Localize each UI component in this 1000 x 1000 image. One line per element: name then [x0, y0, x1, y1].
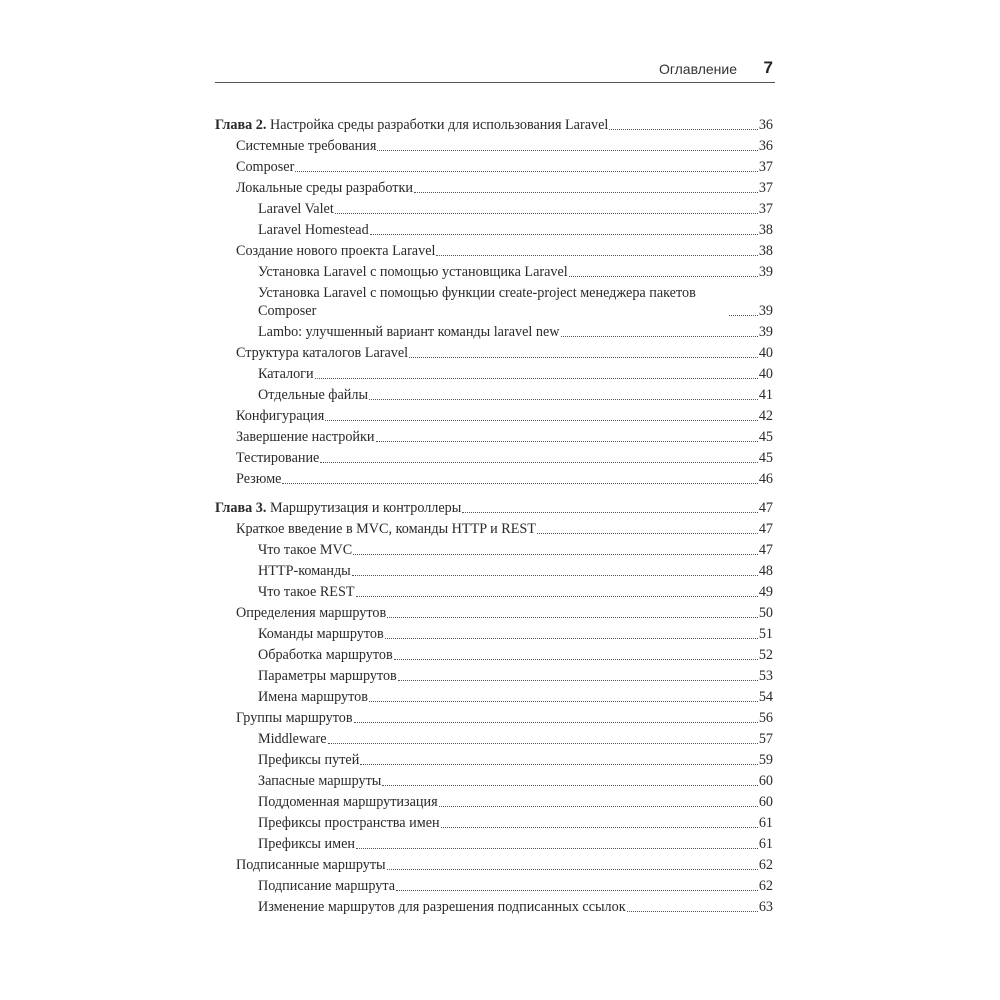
entry-page-number: 40 — [758, 345, 773, 361]
dot-leader — [335, 213, 758, 214]
entry-page-number: 42 — [758, 408, 773, 424]
dot-leader — [370, 234, 758, 235]
toc-entry[interactable] — [215, 751, 773, 769]
entry-title — [258, 646, 393, 664]
entry-title-text: Laravel Valet — [258, 201, 334, 217]
dot-leader — [387, 617, 758, 618]
entry-title-text: Запасные маршруты — [258, 773, 382, 789]
toc-entry[interactable] — [215, 562, 773, 580]
entry-page-number: 48 — [758, 563, 773, 579]
entry-title — [258, 814, 440, 832]
dot-leader — [462, 512, 758, 513]
dot-leader — [369, 399, 758, 400]
entry-title — [236, 470, 281, 488]
entry-title — [258, 323, 560, 341]
entry-page-number: 36 — [758, 138, 773, 154]
entry-page-number: 38 — [758, 243, 773, 259]
entry-title-text: Имена маршрутов — [258, 689, 368, 705]
entry-page-number: 53 — [758, 668, 773, 684]
entry-title — [258, 541, 352, 559]
entry-title-text: Middleware — [258, 731, 327, 747]
toc-entry[interactable] — [215, 200, 773, 218]
entry-page-number: 45 — [758, 429, 773, 445]
toc-entry[interactable] — [215, 793, 773, 811]
toc-entry[interactable] — [215, 323, 773, 341]
dot-leader — [396, 890, 758, 891]
dot-leader — [439, 806, 758, 807]
dot-leader — [627, 911, 758, 912]
toc-entry[interactable] — [215, 667, 773, 685]
entry-title-text: Краткое введение в MVC, команды HTTP и REST — [236, 521, 536, 537]
entry-page-number: 63 — [758, 899, 773, 915]
toc-entry[interactable] — [215, 541, 773, 559]
entry-title-text: HTTP-команды — [258, 563, 351, 579]
toc-entry[interactable] — [215, 625, 773, 643]
entry-page-number: 50 — [758, 605, 773, 621]
toc-entry[interactable] — [215, 386, 773, 404]
dot-leader — [354, 722, 758, 723]
dot-leader — [382, 785, 758, 786]
entry-title-text: Подписанные маршруты — [236, 857, 386, 873]
toc-entry[interactable] — [215, 814, 773, 832]
dot-leader — [320, 462, 757, 463]
entry-title — [258, 877, 395, 895]
toc-entry[interactable] — [215, 407, 773, 425]
dot-leader — [356, 596, 758, 597]
toc-entry[interactable] — [215, 583, 773, 601]
page-number: 7 — [763, 58, 773, 77]
entry-title-text: Изменение маршрутов для разрешения подписанных ссылок — [258, 899, 626, 915]
entry-title-text: Параметры маршрутов — [258, 668, 397, 684]
entry-title — [236, 709, 353, 727]
entry-title — [258, 263, 568, 281]
dot-leader — [353, 554, 758, 555]
entry-title — [236, 520, 536, 538]
entry-title-text: Структура каталогов Laravel — [236, 345, 409, 361]
entry-page-number: 61 — [758, 836, 773, 852]
entry-title-text: Маршрутизация и контроллеры — [266, 500, 462, 516]
dot-leader — [414, 192, 758, 193]
entry-page-number: 49 — [758, 584, 773, 600]
toc-entry[interactable] — [215, 137, 773, 155]
dot-leader — [328, 743, 758, 744]
section-title: Оглавление — [658, 61, 737, 77]
toc-entry[interactable] — [215, 263, 773, 281]
entry-page-number: 54 — [758, 689, 773, 705]
chapter-label: Глава 3. — [215, 500, 267, 516]
dot-leader — [360, 764, 758, 765]
entry-title — [236, 604, 386, 622]
entry-page-number: 52 — [758, 647, 773, 663]
dot-leader — [282, 483, 757, 484]
entry-title-text: Что такое REST — [258, 584, 355, 600]
toc-entry[interactable] — [215, 284, 773, 320]
entry-title-text: Lambo: улучшенный вариант команды laravel new — [258, 324, 560, 340]
dot-leader — [352, 575, 758, 576]
toc-entry[interactable] — [215, 898, 773, 916]
entry-title — [236, 856, 386, 874]
entry-title-text: Что такое MVC — [258, 542, 353, 558]
entry-title-text: Composer — [236, 159, 295, 175]
dot-leader — [369, 701, 758, 702]
toc-entry[interactable] — [215, 470, 773, 488]
entry-title-text: Префиксы имен — [258, 836, 355, 852]
entry-title-text: Локальные среды разработки — [236, 180, 413, 196]
entry-page-number: 57 — [758, 731, 773, 747]
toc-entry[interactable] — [215, 604, 773, 622]
toc-entry[interactable] — [215, 365, 773, 383]
toc-entry[interactable] — [215, 344, 773, 362]
entry-title-text: Установка Laravel с помощью установщика Laravel — [258, 264, 568, 280]
entry-title-text: Создание нового проекта Laravel — [236, 243, 436, 259]
chapter-label: Глава 2. — [215, 117, 267, 133]
toc-entry[interactable] — [215, 730, 773, 748]
dot-leader — [295, 171, 757, 172]
entry-title — [236, 137, 376, 155]
entry-title — [258, 667, 397, 685]
entry-title — [258, 221, 369, 239]
entry-title-text: Группы маршрутов — [236, 710, 353, 726]
entry-title — [258, 562, 351, 580]
entry-page-number: 61 — [758, 815, 773, 831]
entry-title-text: Префиксы путей — [258, 752, 360, 768]
dot-leader — [356, 848, 758, 849]
entry-title-text: Резюме — [236, 471, 282, 487]
entry-title — [258, 793, 438, 811]
dot-leader — [376, 441, 758, 442]
dot-leader — [387, 869, 758, 870]
entry-title-text: Конфигурация — [236, 408, 325, 424]
entry-title — [258, 625, 384, 643]
dot-leader — [315, 378, 758, 379]
dot-leader — [325, 420, 758, 421]
entry-page-number: 46 — [758, 471, 773, 487]
entry-title-text: Установка Laravel с помощью функции create-project менеджера пакетов Composer — [258, 285, 696, 319]
entry-title-text: Завершение настройки — [236, 429, 375, 445]
entry-title-text: Системные требования — [236, 138, 377, 154]
dot-leader — [561, 336, 758, 337]
entry-page-number: 41 — [758, 387, 773, 403]
entry-title — [258, 365, 314, 383]
entry-page-number: 60 — [758, 773, 773, 789]
entry-page-number: 59 — [758, 752, 773, 768]
entry-title — [258, 284, 728, 320]
toc-entry[interactable] — [215, 428, 773, 446]
entry-title — [258, 730, 327, 748]
dot-leader — [609, 129, 757, 130]
toc-entry[interactable] — [215, 877, 773, 895]
toc-entry[interactable] — [215, 835, 773, 853]
entry-title-text: Тестирование — [236, 450, 320, 466]
toc-entry[interactable] — [215, 646, 773, 664]
toc-entry[interactable] — [215, 709, 773, 727]
entry-title — [258, 200, 334, 218]
toc-entry[interactable] — [215, 221, 773, 239]
toc-entry[interactable] — [215, 158, 773, 176]
dot-leader — [398, 680, 758, 681]
toc-chapter-entry[interactable] — [215, 499, 773, 517]
entry-page-number: 39 — [758, 324, 773, 340]
entry-title-text: Отдельные файлы — [258, 387, 368, 403]
toc-entry[interactable] — [215, 520, 773, 538]
entry-title — [258, 386, 368, 404]
entry-page-number: 47 — [758, 521, 773, 537]
entry-title-text: Каталоги — [258, 366, 314, 382]
entry-page-number: 56 — [758, 710, 773, 726]
toc-entry[interactable] — [215, 772, 773, 790]
entry-page-number: 47 — [758, 500, 773, 516]
entry-page-number: 37 — [758, 180, 773, 196]
toc-entry[interactable] — [215, 449, 773, 467]
entry-title — [215, 499, 461, 517]
entry-title — [236, 179, 413, 197]
entry-title — [236, 242, 435, 260]
dot-leader — [569, 276, 758, 277]
entry-title — [258, 898, 626, 916]
toc-entry[interactable] — [215, 242, 773, 260]
entry-title-text: Префиксы пространства имен — [258, 815, 440, 831]
entry-page-number: 39 — [758, 303, 773, 319]
dot-leader — [394, 659, 758, 660]
toc-entry[interactable] — [215, 179, 773, 197]
entry-title-text: Команды маршрутов — [258, 626, 384, 642]
entry-title-text: Настройка среды разработки для использования Laravel — [266, 117, 609, 133]
entry-title-text: Подписание маршрута — [258, 878, 395, 894]
entry-title-text: Laravel Homestead — [258, 222, 369, 238]
dot-leader — [441, 827, 758, 828]
running-header — [215, 58, 775, 83]
dot-leader — [436, 255, 757, 256]
entry-title — [258, 835, 355, 853]
entry-title-text: Обработка маршрутов — [258, 647, 393, 663]
entry-page-number: 36 — [758, 117, 773, 133]
entry-page-number: 38 — [758, 222, 773, 238]
entry-title-text: Определения маршрутов — [236, 605, 387, 621]
entry-page-number: 37 — [758, 159, 773, 175]
entry-page-number: 62 — [758, 857, 773, 873]
dot-leader — [377, 150, 757, 151]
entry-page-number: 47 — [758, 542, 773, 558]
entry-title — [258, 772, 381, 790]
entry-title-text: Поддоменная маршрутизация — [258, 794, 438, 810]
toc-chapter-entry[interactable] — [215, 116, 773, 134]
dot-leader — [537, 533, 758, 534]
entry-title — [236, 344, 408, 362]
entry-title — [236, 158, 294, 176]
entry-title — [215, 116, 608, 134]
dot-leader — [729, 315, 758, 316]
entry-page-number: 39 — [758, 264, 773, 280]
entry-title — [258, 751, 359, 769]
entry-title — [236, 407, 324, 425]
table-of-contents — [215, 116, 773, 919]
toc-entry[interactable] — [215, 688, 773, 706]
entry-page-number: 45 — [758, 450, 773, 466]
entry-page-number: 60 — [758, 794, 773, 810]
entry-page-number: 37 — [758, 201, 773, 217]
entry-title — [258, 688, 368, 706]
dot-leader — [385, 638, 758, 639]
dot-leader — [409, 357, 758, 358]
entry-title — [236, 428, 375, 446]
entry-page-number: 62 — [758, 878, 773, 894]
entry-page-number: 51 — [758, 626, 773, 642]
entry-title — [258, 583, 355, 601]
entry-title — [236, 449, 319, 467]
toc-entry[interactable] — [215, 856, 773, 874]
entry-page-number: 40 — [758, 366, 773, 382]
